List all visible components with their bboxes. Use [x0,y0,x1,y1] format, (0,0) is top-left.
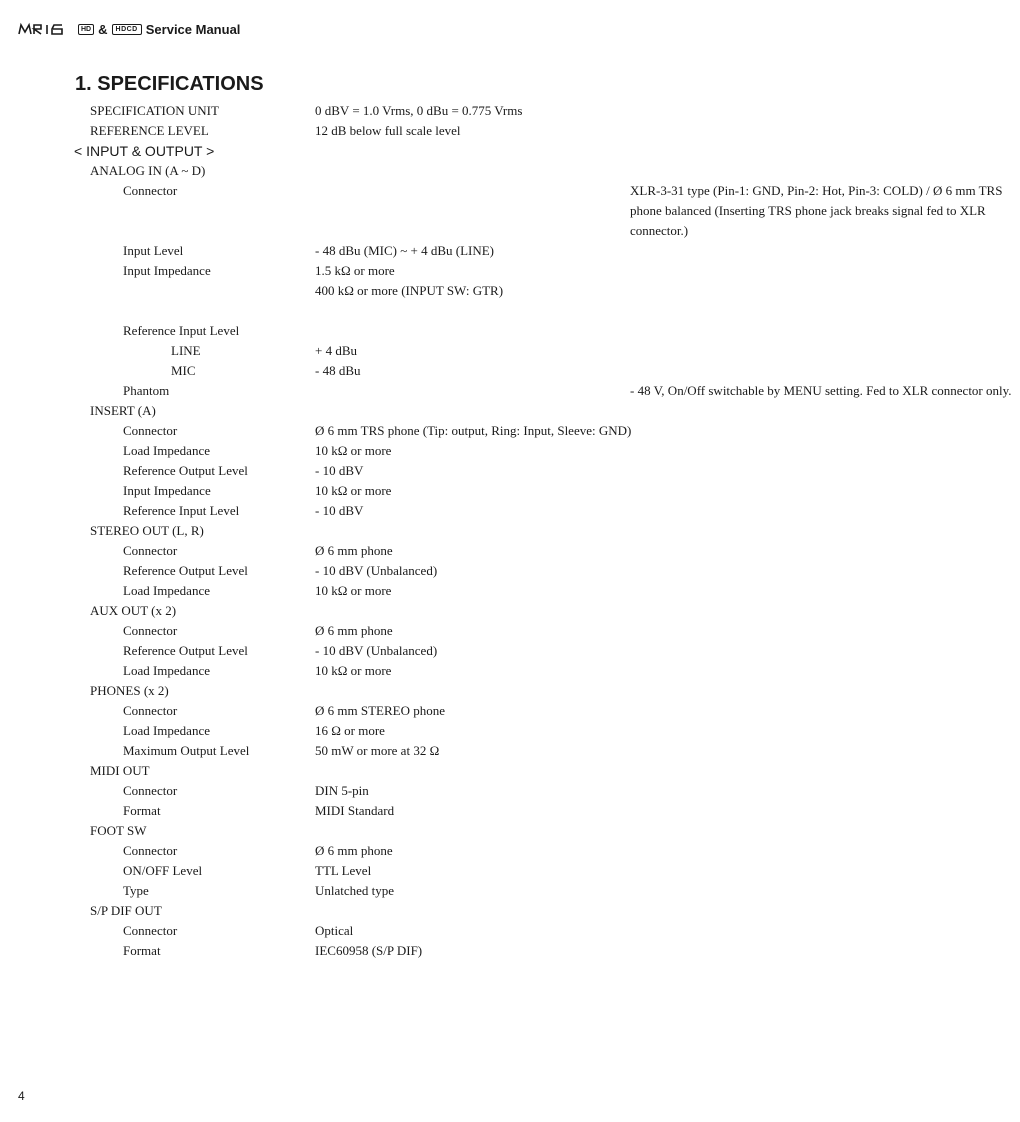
group-label: PHONES (x 2) [90,683,169,698]
spec-row [0,461,793,481]
spec-label: SPECIFICATION UNIT [90,103,219,118]
spec-label: Reference Output Level [123,463,248,478]
spec-label: LINE [171,343,201,358]
spec-label: Reference Input Level [123,503,240,518]
header-ampersand: & [98,21,108,37]
spec-group [0,901,793,921]
spec-label: Load Impedance [123,723,210,738]
manual-label: Service Manual [145,21,241,37]
spec-row [0,721,793,741]
spec-value: Optical [315,923,354,938]
spec-row [0,241,793,261]
spec-group [0,821,793,841]
spec-value: 50 mW or more at 32 Ω [315,743,440,758]
spec-label: Connector [123,783,178,798]
spec-label: Connector [123,923,178,938]
group-label: S/P DIF OUT [90,903,162,918]
spec-row [0,101,793,121]
section-heading [0,141,793,161]
spec-value: - 10 dBV [315,503,364,518]
spec-value: Ø 6 mm phone [315,623,393,638]
spec-label: Reference Output Level [123,643,248,658]
running-header [18,20,240,38]
spec-value: 400 kΩ or more (INPUT SW: GTR) [315,283,504,298]
spec-label: MIC [171,363,196,378]
spec-label: Connector [123,543,178,558]
spec-row [0,641,793,661]
spec-row [0,861,793,881]
spec-value: - 10 dBV (Unbalanced) [315,643,438,658]
spec-value: - 10 dBV (Unbalanced) [315,563,438,578]
spec-group [0,161,793,181]
spec-label: Format [123,943,161,958]
spec-value: XLR-3-31 type (Pin-1: GND, Pin-2: Hot, Pin-3: COLD) / Ø 6 mm TRS phone balanced (Inserting TRS phone jack breaks signal fed to XLR connector.) [630,183,1003,238]
spec-row [0,701,793,721]
spec-row [0,381,1012,401]
spec-value: Ø 6 mm phone [315,843,393,858]
spec-row [0,421,793,441]
spec-row [0,841,793,861]
spec-label: REFERENCE LEVEL [90,123,209,138]
spec-row [0,781,793,801]
spec-row [0,481,793,501]
group-label: FOOT SW [90,823,147,838]
group-label: ANALOG IN (A ~ D) [90,163,206,178]
spec-label: Reference Output Level [123,563,248,578]
spec-label: Connector [123,623,178,638]
mr16-logo [18,23,72,35]
spec-row [0,361,793,381]
spec-value: Ø 6 mm TRS phone (Tip: output, Ring: Input, Sleeve: GND) [315,423,632,438]
spec-label: Input Impedance [123,483,211,498]
spec-label: Connector [123,703,178,718]
hd-badge: HD [78,24,94,35]
spec-value: MIDI Standard [315,803,395,818]
spec-label: Reference Input Level [123,323,240,338]
group-label: MIDI OUT [90,763,150,778]
spec-row [0,501,793,521]
spec-value: TTL Level [315,863,372,878]
page-number: 4 [18,1089,25,1103]
spec-row [0,581,793,601]
spec-label: Type [123,883,149,898]
spec-value: DIN 5-pin [315,783,369,798]
spec-value: Ø 6 mm STEREO phone [315,703,445,718]
spec-label: Connector [123,843,178,858]
spec-value: 10 kΩ or more [315,483,392,498]
spec-row [0,741,793,761]
spec-value: 10 kΩ or more [315,443,392,458]
spec-row [0,121,793,141]
spec-value: Ø 6 mm phone [315,543,393,558]
spec-value: - 48 V, On/Off switchable by MENU setting. Fed to XLR connector only. [630,383,1012,398]
page-title: 1. SPECIFICATIONS [75,73,264,95]
spec-label: Load Impedance [123,663,210,678]
spec-value: 10 kΩ or more [315,583,392,598]
spec-label: Input Level [123,243,184,258]
specifications-list [0,101,1012,961]
spec-value: 0 dBV = 1.0 Vrms, 0 dBu = 0.775 Vrms [315,103,523,118]
spec-row [0,941,793,961]
spec-row [0,321,793,341]
group-label: STEREO OUT (L, R) [90,523,204,538]
group-label: AUX OUT (x 2) [90,603,177,618]
spec-row [0,921,793,941]
spec-group [0,401,793,421]
spec-label: ON/OFF Level [123,863,203,878]
spec-group [0,601,793,621]
spec-group [0,761,793,781]
spec-label: Input Impedance [123,263,211,278]
spec-value: + 4 dBu [315,343,358,358]
spec-value: 16 Ω or more [315,723,385,738]
spec-row [0,621,793,641]
spec-row [0,341,793,361]
spec-value: - 48 dBu [315,363,361,378]
spec-value: IEC60958 (S/P DIF) [315,943,423,958]
spec-row [0,261,793,281]
section-label: < INPUT & OUTPUT > [74,143,215,159]
spec-value: - 48 dBu (MIC) ~ + 4 dBu (LINE) [315,243,495,258]
spec-label: Load Impedance [123,443,210,458]
spec-row [0,561,793,581]
spec-row [0,661,793,681]
spec-row [0,441,793,461]
spec-value: 1.5 kΩ or more [315,263,395,278]
spec-label: Connector [123,183,178,198]
mr16-logo-mark [18,23,72,35]
hdcd-badge: HDCD [112,24,142,35]
spec-label: Phantom [123,383,170,398]
spec-value: 10 kΩ or more [315,663,392,678]
spec-group [0,681,793,701]
spec-row [0,541,793,561]
spec-label: Load Impedance [123,583,210,598]
spec-value: 12 dB below full scale level [315,123,461,138]
spec-label: Format [123,803,161,818]
spec-row [0,281,793,301]
spec-label: Maximum Output Level [123,743,250,758]
spacer [0,301,793,321]
spec-label: Connector [123,423,178,438]
group-label: INSERT (A) [90,403,156,418]
spec-value: Unlatched type [315,883,395,898]
spec-group [0,521,793,541]
spec-row [0,801,793,821]
spec-value: - 10 dBV [315,463,364,478]
spec-row [0,181,1003,241]
spec-row [0,881,793,901]
